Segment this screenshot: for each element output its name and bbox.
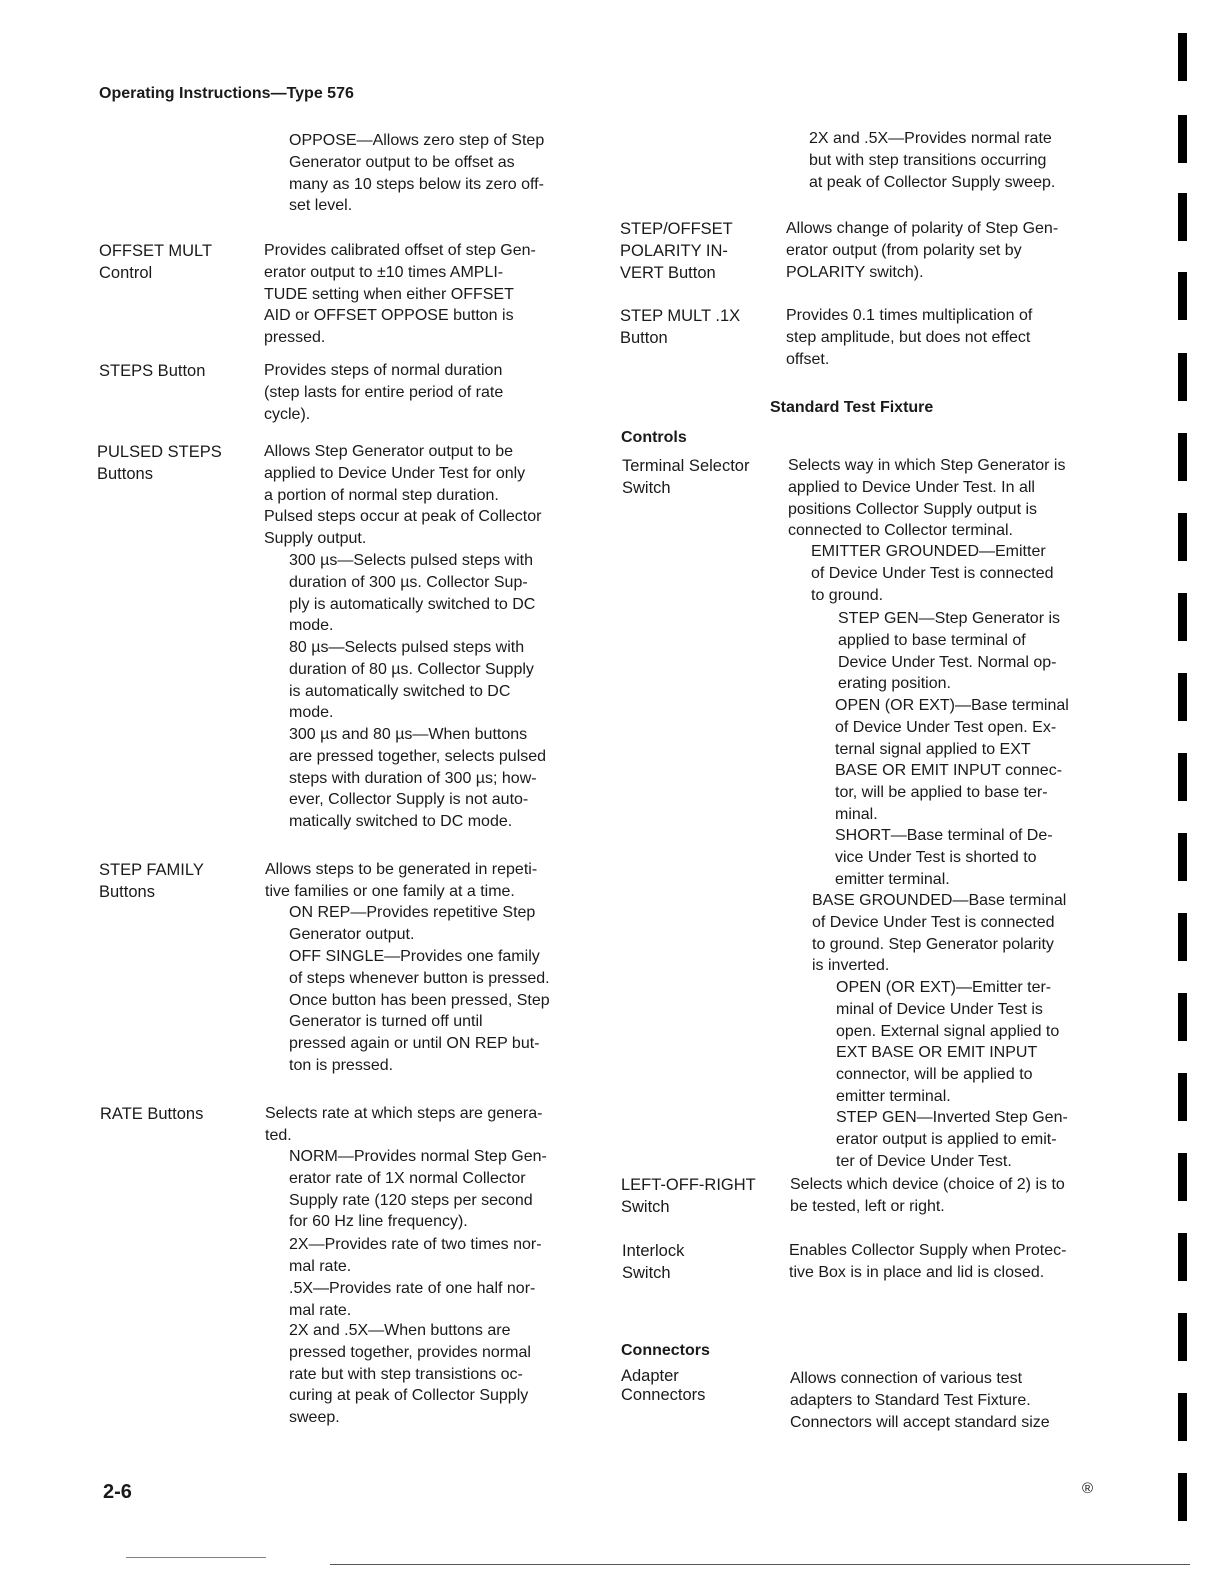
steps-button-term: STEPS Button: [99, 362, 206, 380]
base-grounded: BASE GROUNDED—Base terminal of Device Under Test is connected to ground. Step Generator polarity is inverted.: [812, 892, 1067, 975]
pulsed-80us: 80 µs—Selects pulsed steps with duration of 80 µs. Collector Supply is automatically switched to DC mode.: [289, 639, 534, 722]
edge-bar: [1178, 433, 1187, 481]
polarity-invert-desc: Allows change of polarity of Step Gen- erator output (from polarity set by POLARITY switch).: [786, 220, 1059, 281]
step-family-term: STEP FAMILY Buttons: [99, 861, 204, 901]
interlock-term: Interlock Switch: [622, 1242, 685, 1282]
bottom-rule-right: [330, 1564, 1190, 1565]
edge-bar: [1178, 272, 1187, 320]
polarity-invert-term: STEP/OFFSET POLARITY IN- VERT Button: [620, 220, 733, 282]
page-number: 2-6: [103, 1481, 132, 1503]
page-header: Operating Instructions—Type 576: [99, 85, 354, 102]
edge-bar: [1178, 1313, 1187, 1361]
publisher-mark: ®: [1082, 1480, 1094, 1497]
bottom-rule-left: [126, 1557, 266, 1558]
steps-button-desc: Provides steps of normal duration (step lasts for entire period of rate cycle).: [264, 362, 504, 423]
controls-heading: Controls: [621, 429, 687, 446]
edge-bar: [1178, 33, 1187, 81]
pulsed-300us: 300 µs—Selects pulsed steps with duration of 300 µs. Collector Sup- ply is automatically switched to DC mode.: [289, 552, 536, 635]
edge-bar: [1178, 353, 1187, 401]
emitter-grounded: EMITTER GROUNDED—Emitter of Device Under Test is connected to ground.: [811, 543, 1054, 604]
offset-mult-desc: Provides calibrated offset of step Gen- erator output to ±10 times AMPLI- TUDE setting when either OFFSET AID or OFFSET OPPOSE button is pressed.: [264, 242, 536, 347]
edge-bar: [1178, 1153, 1187, 1201]
edge-bar: [1178, 193, 1187, 241]
edge-bar: [1178, 115, 1187, 163]
edge-bar: [1178, 1233, 1187, 1281]
adapter-connectors-term: Adapter Connectors: [621, 1367, 706, 1404]
pulsed-300-80us: 300 µs and 80 µs—When buttons are pressed together, selects pulsed steps with duration of 300 µs; how- ever, Collector Supply is not auto- matically switched to DC mode.: [289, 726, 547, 831]
step-mult-term: STEP MULT .1X Button: [620, 307, 741, 347]
edge-bar: [1178, 753, 1187, 801]
eg-short: SHORT—Base terminal of De- vice Under Test is shorted to emitter terminal.: [835, 827, 1053, 888]
edge-bar: [1178, 1473, 1187, 1521]
pulsed-steps-desc: Allows Step Generator output to be applied to Device Under Test for only a portion of normal step duration. Pulsed steps occur at peak of Collector Supply output.: [264, 443, 542, 548]
edge-bar: [1178, 913, 1187, 961]
bg-open: OPEN (OR EXT)—Emitter ter- minal of Device Under Test is open. External signal applied to EXT BASE OR EMIT INPUT connector, will be applied to emitter terminal.: [836, 979, 1060, 1105]
step-mult-desc: Provides 0.1 times multiplication of step amplitude, but does not effect offset.: [786, 307, 1033, 368]
rate-buttons-term: RATE Buttons: [100, 1105, 204, 1123]
offset-mult-term: OFFSET MULT Control: [99, 242, 213, 282]
edge-bar: [1178, 513, 1187, 561]
pulsed-steps-term: PULSED STEPS Buttons: [97, 443, 222, 483]
edge-bar: [1178, 1073, 1187, 1121]
left-off-right-term: LEFT-OFF-RIGHT Switch: [621, 1176, 756, 1216]
eg-open: OPEN (OR EXT)—Base terminal of Device Under Test open. Ex- ternal signal applied to EXT BASE OR EMIT INPUT connec- tor, will be applied to base ter- minal.: [835, 697, 1069, 823]
step-family-desc: Allows steps to be generated in repeti- tive families or one family at a time.: [265, 861, 538, 900]
rate-norm: NORM—Provides normal Step Gen- erator rate of 1X normal Collector Supply rate (120 steps per second for 60 Hz line frequency).: [289, 1148, 547, 1231]
step-family-on-rep: ON REP—Provides repetitive Step Generator output.: [289, 904, 536, 943]
bg-step-gen: STEP GEN—Inverted Step Gen- erator output is applied to emit- ter of Device Under Test.: [836, 1109, 1068, 1170]
section-title: Standard Test Fixture: [770, 399, 934, 416]
edge-bar: [1178, 593, 1187, 641]
step-family-off-single: OFF SINGLE—Provides one family of steps whenever button is pressed. Once button has been pressed, Step Generator is turned off until pressed again or until ON REP but- ton is pressed.: [289, 948, 550, 1074]
terminal-selector-term: Terminal Selector Switch: [622, 457, 750, 497]
edge-bar: [1178, 993, 1187, 1041]
rate-2x: 2X—Provides rate of two times nor- mal rate.: [289, 1236, 542, 1275]
edge-bar: [1178, 673, 1187, 721]
rate-continuation: 2X and .5X—Provides normal rate but with step transitions occurring at peak of Collector Supply sweep.: [809, 130, 1056, 191]
terminal-selector-desc: Selects way in which Step Generator is applied to Device Under Test. In all positions Collector Supply output is connected to Collector terminal.: [788, 457, 1066, 540]
rate-2x-half-x: 2X and .5X—When buttons are pressed together, provides normal rate but with step transistions oc- curing at peak of Collector Supply sweep.: [289, 1322, 531, 1427]
connectors-heading: Connectors: [621, 1342, 710, 1359]
edge-bar: [1178, 833, 1187, 881]
rate-buttons-desc: Selects rate at which steps are genera- ted.: [265, 1105, 543, 1144]
interlock-desc: Enables Collector Supply when Protec- tive Box is in place and lid is closed.: [789, 1242, 1067, 1281]
rate-half-x: .5X—Provides rate of one half nor- mal rate.: [289, 1280, 536, 1319]
edge-bar: [1178, 1393, 1187, 1441]
left-off-right-desc: Selects which device (choice of 2) is to be tested, left or right.: [790, 1176, 1065, 1215]
adapter-connectors-desc: Allows connection of various test adapters to Standard Test Fixture. Connectors will accept standard size: [790, 1370, 1050, 1431]
oppose-continuation: OPPOSE—Allows zero step of Step Generator output to be offset as many as 10 steps below its zero off- set level.: [289, 132, 545, 215]
eg-step-gen: STEP GEN—Step Generator is applied to base terminal of Device Under Test. Normal op- erating position.: [838, 610, 1061, 693]
